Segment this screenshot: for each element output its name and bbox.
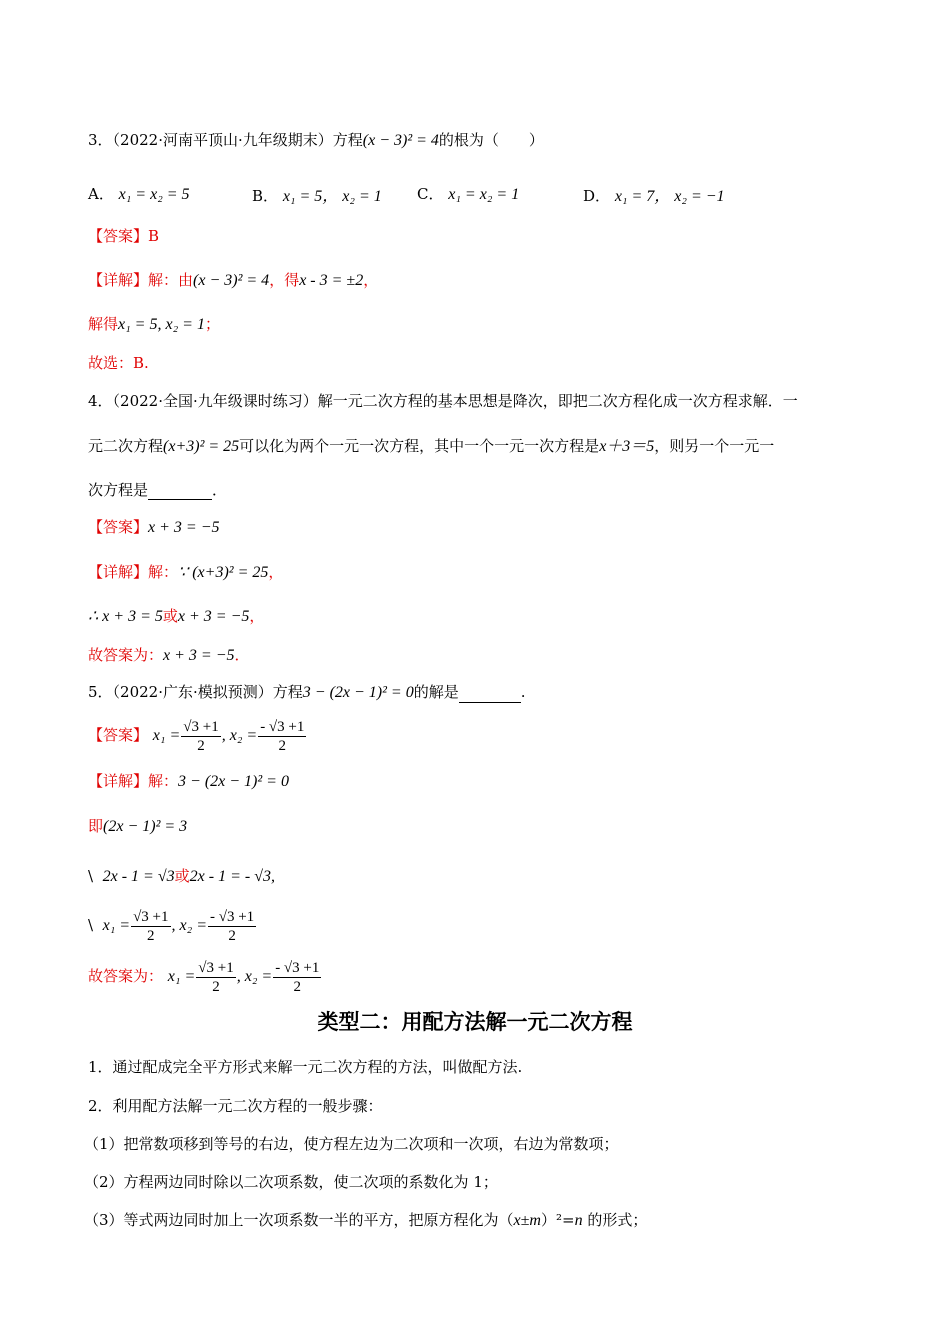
stem-text: ． [212,481,228,499]
x1-label: x₁ = [102,917,131,934]
therefore-symbol: \ [88,867,94,885]
option-text: x₁ = x₂ = 1 [448,186,520,203]
detail-text: ； [204,315,220,333]
q5-stem [88,682,526,703]
q5-answer [88,716,307,755]
q4-stem-line2 [88,436,774,457]
answer-tag: 【答案】 [88,518,149,536]
fraction-denominator: 2 [212,978,220,995]
answer-tag: 【答案】 [88,227,149,245]
detail-equation: 2x - 1 = √3 [102,868,175,885]
detail-tag: 【详解】 [88,271,149,289]
x2-label: , x₂ = [171,917,207,934]
detail-text: 解得 [88,315,119,333]
detail-equation: ∴ x + 3 = 5 [88,608,163,625]
stem-text: ，则另一个一元一 [654,437,775,455]
q3-detail-line1 [88,270,378,291]
section-step-2: （2）方程两边同时除以二次项系数，使二次项的系数化为 1； [84,1173,498,1191]
fraction-denominator: 2 [228,927,236,944]
x1-fraction [131,908,170,945]
fraction-numerator: - √3 +1 [210,908,255,925]
answer-value: B [148,227,160,245]
section-step-1: （1）把常数项移到等号的右边，使方程左边为二次项和一次项，右边为常数项； [84,1135,619,1153]
x1-label: x₁ = [152,727,181,744]
detail-text: ， [363,271,379,289]
section-paragraph-2: 2．利用配方法解一元二次方程的一般步骤： [88,1097,383,1115]
q4-detail-line2 [88,606,264,627]
detail-equation: x₁ = 5, x₂ = 1 [118,316,205,333]
answer-blank [459,686,521,703]
option-letter: D． [583,187,611,205]
x2-label: , x₂ = [236,968,273,985]
detail-equation: x + 3 = −5 [177,608,250,625]
detail-text: 即 [88,817,104,835]
q5-conclusion [88,957,322,996]
answer-equation: x + 3 = −5 [148,519,220,536]
detail-text: 解： [148,772,179,790]
q3-answer [88,226,159,246]
q5-detail-line4 [88,906,257,945]
detail-tag: 【详解】 [88,563,149,581]
option-letter: B． [252,187,279,205]
conclusion-text: 故答案为： [88,646,164,664]
fraction-denominator: 2 [197,737,205,754]
fraction-numerator: - √3 +1 [275,959,320,976]
option-letter: A． [88,185,114,203]
q5-detail-line2 [88,816,187,837]
stem-text: . [520,683,526,701]
detail-text: ，得 [269,271,300,289]
detail-equation: (2x − 1)² = 3 [103,818,188,835]
q3-option-d [583,183,725,206]
detail-text: 或 [174,867,190,885]
x2-fraction [273,959,321,996]
detail-text: ， [268,563,284,581]
x2-fraction [208,908,256,945]
detail-equation: 2x - 1 = - √3, [189,868,275,885]
answer-tag: 【答案】 [88,726,149,744]
conclusion-equation: x + 3 = −5 [163,647,235,664]
fraction-numerator: √3 +1 [183,718,219,735]
q3-option-b [252,183,382,206]
detail-equation: ∵ (x+3)² = 25 [178,564,269,581]
stem-text: 5．（2022·广东·模拟预测）方程 [88,683,303,701]
q3-stem [88,130,544,151]
q4-detail-line1 [88,562,283,583]
x2-label: , x₂ = [221,727,258,744]
section-step-3 [84,1210,647,1231]
option-text: x₁ = 7， x₂ = −1 [614,188,725,205]
q5-detail-line3 [88,866,275,887]
x1-fraction [196,959,235,996]
conclusion-text: 故答案为： [88,967,164,985]
x1-label: x₁ = [167,968,196,985]
detail-text: 解： [148,563,179,581]
step-text: （3）等式两边同时加上一次项系数一半的平方，把原方程化为（ [84,1211,514,1229]
section-paragraph-1: 1．通过配成完全平方形式来解一元二次方程的方法，叫做配方法. [88,1058,523,1076]
q3-option-a [88,183,190,204]
option-letter: C． [417,185,444,203]
step-variable: n [574,1212,583,1229]
q4-conclusion [88,645,250,666]
option-text: x₁ = 5， x₂ = 1 [282,188,382,205]
stem-text: 可以化为两个一元一次方程，其中一个一元一次方程是 [239,437,600,455]
q3-stem-equation: (x − 3)² = 4 [362,132,439,149]
detail-text: ， [249,607,265,625]
q4-stem-line1: 4．（2022·全国·九年级课时练习）解一元二次方程的基本思想是降次，即把二次方程化成一次方程求解．一 [88,392,798,410]
fraction-denominator: 2 [147,927,155,944]
x1-fraction [181,718,220,755]
step-text: ）²= [540,1211,575,1229]
q3-stem-suffix: 的根为（ ） [438,131,544,149]
step-text: 的形式； [582,1211,648,1229]
stem-text: 元二次方程 [88,437,164,455]
stem-equation: (x+3)² = 25 [163,438,240,455]
x2-fraction [258,718,306,755]
detail-equation: 3 − (2x − 1)² = 0 [178,773,289,790]
fraction-denominator: 2 [293,978,302,995]
section-title: 类型二：用配方法解一元二次方程 [317,1010,633,1034]
detail-equation: x - 3 = ±2 [299,272,364,289]
detail-text: 解：由 [148,271,194,289]
stem-equation: x＋3＝5 [599,438,655,455]
q3-stem-prefix: 3．（2022·河南平顶山·九年级期末）方程 [88,131,363,149]
q3-detail-line2 [88,314,220,335]
detail-text: 或 [162,607,178,625]
q4-answer [88,517,220,538]
q5-detail-line1 [88,771,289,792]
fraction-numerator: - √3 +1 [260,718,305,735]
fraction-numerator: √3 +1 [198,959,234,976]
option-text: x₁ = x₂ = 5 [118,186,190,203]
stem-text: 的解是 [413,683,459,701]
detail-equation: (x − 3)² = 4 [193,272,270,289]
q4-stem-line3 [88,480,227,500]
detail-tag: 【详解】 [88,772,149,790]
fraction-numerator: √3 +1 [133,908,169,925]
conclusion-text: ． [234,646,250,664]
fraction-denominator: 2 [278,737,287,754]
q3-option-c [417,183,519,204]
stem-text: 次方程是 [88,481,149,499]
stem-equation: 3 − (2x − 1)² = 0 [302,684,414,701]
q3-conclusion: 故选：B. [88,354,149,372]
answer-blank [148,483,212,500]
therefore-symbol: \ [88,916,94,934]
step-variable: x±m [513,1212,541,1229]
